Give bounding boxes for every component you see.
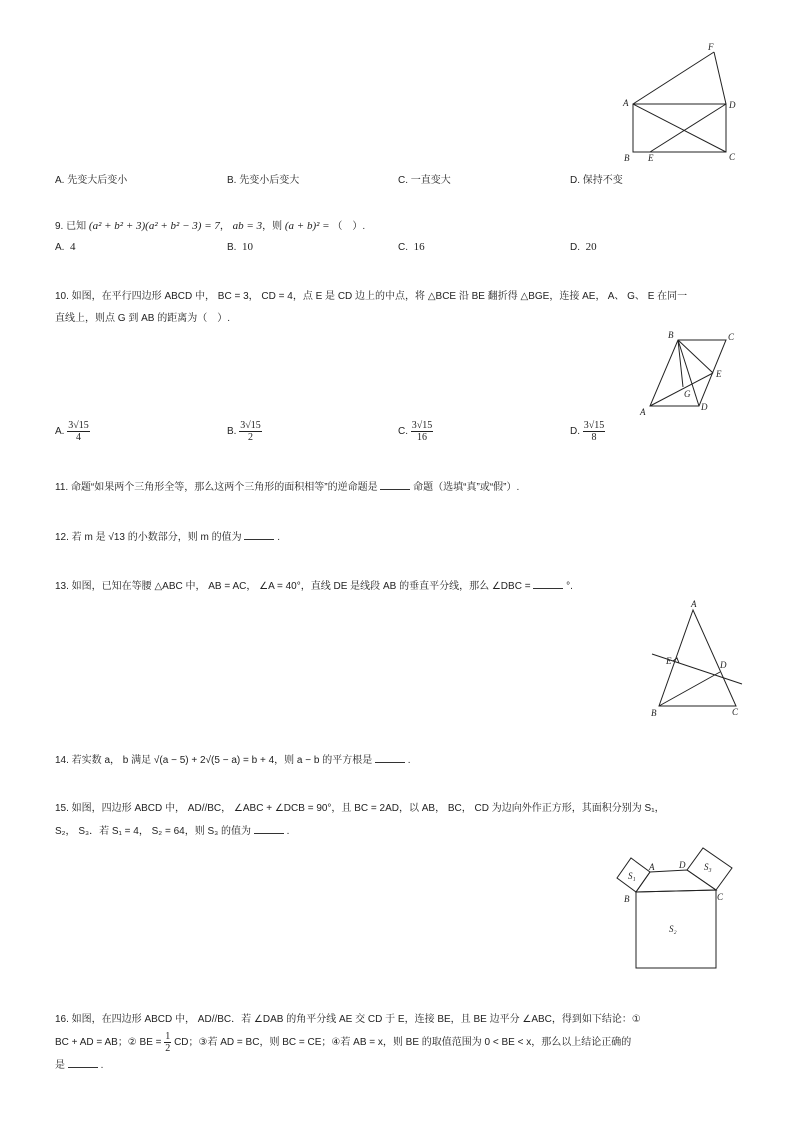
fraction	[583, 420, 606, 443]
q15-label-b: B	[624, 894, 630, 904]
option-letter: A.	[55, 242, 65, 253]
q13-stem	[55, 579, 573, 594]
option-letter: D.	[570, 242, 580, 253]
q13-label-d: D	[720, 660, 727, 670]
stem-text: S₂， S₃．若 S₁ = 4， S₂ = 64，则 S₃ 的值为	[55, 826, 252, 837]
fraction-denominator: 8	[591, 432, 597, 443]
q11-stem	[55, 480, 519, 495]
q15-label-a: A	[649, 862, 655, 872]
q8-label-f: F	[708, 42, 714, 52]
quadrilateral-abcd	[636, 870, 716, 892]
q8-label-d: D	[729, 100, 736, 110]
fraction	[411, 420, 434, 443]
q13-figure	[640, 598, 750, 720]
stem-text: 是	[55, 1060, 65, 1071]
answer-blank[interactable]	[533, 579, 563, 589]
q9-option-a[interactable]	[55, 241, 76, 253]
stem-text: （ ）.	[332, 221, 366, 232]
q15-label-c: C	[717, 892, 724, 902]
stem-text: 已知	[66, 221, 87, 232]
answer-blank[interactable]	[68, 1058, 98, 1068]
stem-text: ，	[219, 221, 230, 232]
q8-label-b: B	[624, 153, 630, 163]
q10-option-c[interactable]	[398, 420, 433, 443]
math-expression: (a + b)² =	[284, 220, 330, 232]
q15-label-s1: S₁	[628, 871, 636, 881]
q10-option-a[interactable]	[55, 420, 90, 443]
q10-label-b: B	[668, 330, 674, 340]
q10-label-c: C	[728, 332, 735, 342]
q10-stem-line2: 直线上，则点 G 到 AB 的距离为（ ）.	[55, 313, 231, 324]
q15-stem-line2	[55, 824, 289, 839]
answer-blank[interactable]	[244, 530, 274, 540]
option-value: 10	[242, 241, 254, 253]
stem-text: 命题（选填“真”或“假”）.	[413, 482, 520, 493]
q10-label-e: E	[716, 369, 722, 379]
option-letter: C.	[398, 426, 408, 437]
option-letter: A.	[55, 175, 65, 186]
option-letter: C.	[398, 242, 408, 253]
option-text: 先变大后变小	[67, 175, 128, 186]
option-value: 16	[413, 241, 425, 253]
stem-text: 14. 若实数 a， b 满足 √(a − 5) + 2√(5 − a) = b + 4，则 a − b 的平方根是	[55, 755, 373, 766]
q12-stem	[55, 530, 280, 545]
stem-text: BC + AD = AB；② BE =	[55, 1037, 162, 1049]
stem-text: 11. 命题“如果两个三角形全等，那么这两个三角形的面积相等”的逆命题是	[55, 482, 378, 493]
q15-label-d: D	[679, 860, 686, 870]
fraction	[67, 420, 90, 443]
q10-option-b[interactable]	[227, 420, 262, 443]
fraction-numerator: 1	[165, 1031, 171, 1042]
q13-label-c: C	[732, 707, 739, 717]
q8-option-b[interactable]	[227, 171, 299, 186]
fraction	[164, 1031, 171, 1054]
stem-text: ，则	[262, 221, 283, 232]
q9-option-d[interactable]	[570, 241, 597, 253]
q13-label-b: B	[651, 708, 657, 718]
option-letter: A.	[55, 426, 65, 437]
math-expression: ab = 3	[232, 220, 263, 232]
stem-text: .	[286, 826, 290, 837]
fraction-numerator: 3√15	[411, 420, 433, 431]
answer-blank[interactable]	[380, 480, 410, 490]
q8-label-e: E	[648, 153, 654, 163]
q16-stem-line2	[55, 1031, 631, 1054]
stem-text: 12. 若 m 是 √13 的小数部分，则 m 的值为	[55, 532, 242, 543]
answer-blank[interactable]	[375, 753, 405, 763]
stem-text: .	[100, 1060, 104, 1071]
option-letter: B.	[227, 426, 237, 437]
q15-stem-line1: 15. 如图，四边形 ABCD 中， AD//BC， ∠ABC + ∠DCB = 90°，且 BC = 2AD，以 AB， BC， CD 为边向外作正方形，其面积分别为 S₁，	[55, 803, 665, 814]
q8-label-a: A	[623, 98, 629, 108]
q8-option-d[interactable]	[570, 171, 623, 186]
option-letter: D.	[570, 426, 580, 437]
question-number: 9.	[55, 221, 64, 232]
stem-text: 13. 如图，已知在等腰 △ABC 中， AB = AC， ∠A = 40°，直线 DE 是线段 AB 的垂直平分线，那么 ∠DBC =	[55, 581, 531, 592]
stem-text: .	[277, 532, 280, 543]
stem-text: .	[407, 755, 411, 766]
q16-stem-line3	[55, 1058, 103, 1073]
q9-stem	[55, 219, 365, 234]
option-text: 一直变大	[410, 175, 451, 186]
option-value: 4	[70, 241, 76, 253]
q15-label-s2: S₂	[669, 924, 677, 934]
q10-label-a: A	[640, 407, 646, 417]
q10-label-g: G	[684, 389, 691, 399]
fraction-denominator: 2	[247, 432, 253, 443]
option-value: 20	[585, 241, 597, 253]
q15-figure	[612, 846, 742, 974]
q16-stem-line1: 16. 如图，在四边形 ABCD 中， AD//BC．若 ∠DAB 的角平分线 AE 交 CD 于 E，连接 BE，且 BE 边平分 ∠ABC，得到如下结论：①	[55, 1014, 641, 1025]
q9-option-b[interactable]	[227, 241, 253, 253]
option-letter: B.	[227, 242, 237, 253]
q10-label-d: D	[701, 402, 708, 412]
option-letter: D.	[570, 175, 580, 186]
q8-option-a[interactable]	[55, 171, 127, 186]
option-letter: C.	[398, 175, 408, 186]
q15-label-s3: S₃	[704, 862, 712, 872]
q10-option-d[interactable]	[570, 420, 605, 443]
fraction-numerator: 3√15	[240, 420, 261, 431]
stem-text: CD；③若 AD = BC，则 BC = CE；④若 AB = x，则 BE 的取值范围为 0 < BE < x，那么以上结论正确的	[174, 1037, 632, 1049]
math-expression: (a² + b² + 3)(a² + b² − 3) = 7	[88, 220, 220, 232]
q8-option-c[interactable]	[398, 171, 451, 186]
q10-stem-line1: 10. 如图，在平行四边形 ABCD 中， BC = 3， CD = 4，点 E 是 CD 边上的中点，将 △BCE 沿 BE 翻折得 △BGE，连接 AE， A、 G、 E 在同一	[55, 291, 688, 302]
q8-label-c: C	[729, 152, 736, 162]
q8-figure	[620, 40, 740, 165]
fraction-denominator: 16	[417, 432, 428, 443]
stem-text: °.	[566, 581, 573, 592]
q10-figure	[636, 328, 746, 420]
fraction-denominator: 4	[75, 432, 81, 443]
q9-option-c[interactable]	[398, 241, 425, 253]
fraction	[239, 420, 262, 443]
fraction-numerator: 3√15	[68, 420, 89, 431]
q14-stem	[55, 753, 411, 768]
fraction-denominator: 2	[165, 1043, 171, 1054]
option-text: 先变小后变大	[239, 175, 300, 186]
q13-label-a: A	[691, 599, 697, 609]
option-letter: B.	[227, 175, 237, 186]
q13-label-e: E	[666, 656, 672, 666]
option-text: 保持不变	[582, 175, 623, 186]
answer-blank[interactable]	[254, 824, 284, 834]
fraction-numerator: 3√15	[583, 420, 605, 431]
